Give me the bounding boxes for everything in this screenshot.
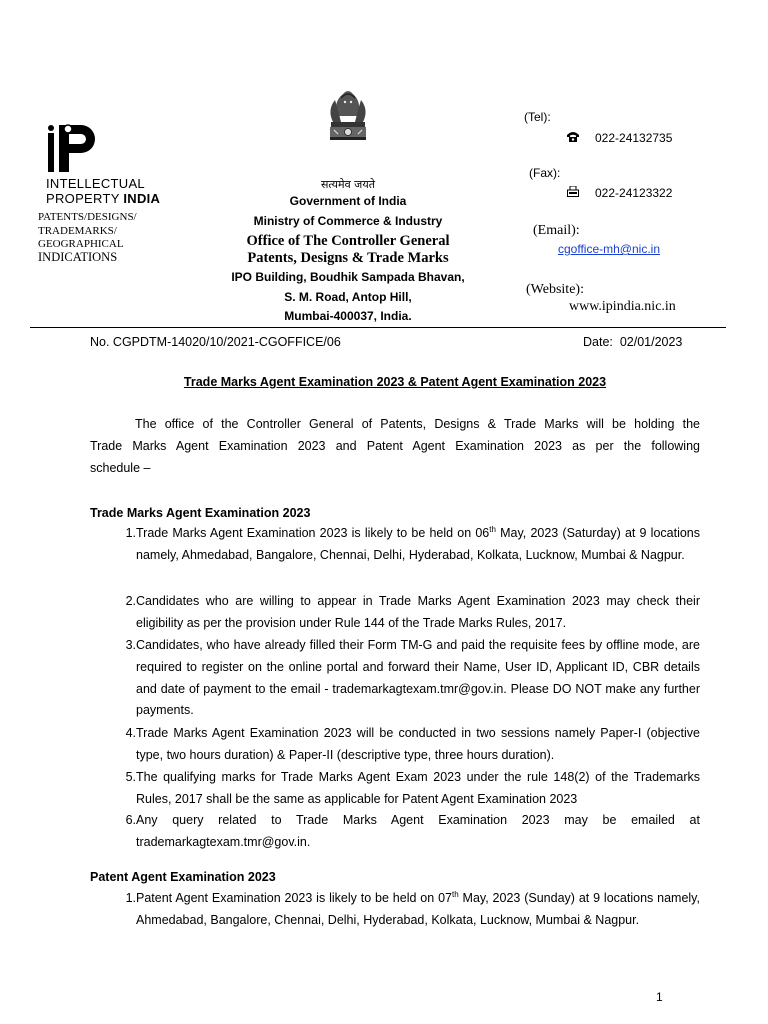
tm-list-item-3: [90, 635, 700, 722]
tm-section-heading: Trade Marks Agent Examination 2023: [90, 506, 311, 520]
list-item-number: 3.: [125, 638, 136, 652]
fax-number: 022-24123322: [595, 186, 673, 200]
list-item-text: Candidates, who have already filled their Form TM-G and paid the requisite fees by offline mode, are required to register on the online portal and forward their Name, User ID, Applicant ID, CBR details and date of payment to the email - trademarkagtexam.tmr@gov.in. Please DO NOT make any further payments.: [136, 638, 700, 718]
header-ministry: Ministry of Commerce & Industry: [253, 214, 443, 228]
logo-sub-patents-designs: PATENTS/DESIGNS/: [38, 211, 137, 223]
list-item-number: 2.: [125, 594, 136, 608]
logo-sub-trademarks: TRADEMARKS/: [38, 225, 117, 237]
list-item-text: Patent Agent Examination 2023 is likely to be held on 07th May, 2023 (Sunday) at 9 locations namely, Ahmedabad, Bangalore, Chennai, Delhi, Hyderabad, Kolkata, Lucknow, Mumbai & Nagpur.: [136, 889, 700, 927]
list-item-text: Any query related to Trade Marks Agent Examination 2023 may be emailed at trademarkagtexam.tmr@gov.in.: [136, 813, 700, 849]
national-emblem-icon: [325, 86, 371, 174]
pa-section-heading: Patent Agent Examination 2023: [90, 870, 276, 884]
website-label: (Website):: [526, 282, 584, 297]
ip-india-logo-icon: [46, 124, 106, 172]
header-office-title: Office of The Controller General: [246, 233, 450, 249]
logo-sub-geographical: GEOGRAPHICAL: [38, 238, 124, 250]
list-item-number: 1.: [125, 526, 136, 540]
header-office-subtitle: Patents, Designs & Trade Marks: [247, 250, 449, 266]
list-item-text: Trade Marks Agent Examination 2023 is likely to be held on 06th May, 2023 (Saturday) at 9 locations namely, Ahmedabad, Bangalore, Chennai, Delhi, Hyderabad, Kolkata, Lucknow, Mumbai & Nagpur.: [136, 524, 701, 562]
logo-line-intellectual: INTELLECTUAL: [46, 176, 145, 191]
intro-paragraph: [90, 414, 700, 479]
tm-list-item-1: [90, 523, 700, 567]
header-divider: [30, 327, 726, 328]
list-item-text: The qualifying marks for Trade Marks Agent Exam 2023 under the rule 148(2) of the Trademarks Rules, 2017 shall be the same as applicable for Patent Agent Examination 2023: [136, 770, 700, 806]
tm-list-item-4: [90, 723, 700, 767]
fax-label: (Fax):: [529, 166, 561, 180]
header-address-line2: S. M. Road, Antop Hill,: [284, 290, 412, 304]
header-government: Government of India: [289, 194, 407, 208]
intro-line-2: Trade Marks Agent Examination 2023 and Patent Agent Examination 2023 as per the following: [90, 438, 700, 453]
header-address-line3: Mumbai-400037, India.: [284, 309, 412, 323]
list-item-text: Candidates who are willing to appear in Trade Marks Agent Examination 2023 may check their eligibility as per the provision under Rule 144 of the Trade Marks Rules, 2017.: [136, 594, 700, 630]
page-number: 1: [656, 990, 663, 1004]
tel-label: (Tel):: [524, 110, 551, 124]
email-label: (Email):: [533, 223, 580, 238]
header-address-line1: IPO Building, Boudhik Sampada Bhavan,: [231, 270, 465, 284]
fax-icon: [567, 186, 579, 197]
list-item-text: Trade Marks Agent Examination 2023 will be conducted in two sessions namely Paper-I (objective type, two hours duration) & Paper-II (descriptive type, three hours duration).: [136, 726, 700, 762]
list-item-number: 4.: [125, 726, 136, 740]
list-item-number: 1.: [125, 891, 136, 905]
logo-line-property-india: PROPERTY INDIA: [46, 191, 161, 206]
reference-number: No. CGPDTM-14020/10/2021-CGOFFICE/06: [90, 335, 341, 349]
tm-list-item-6: [90, 810, 700, 854]
pa-list-item-1: [90, 888, 700, 932]
website-url[interactable]: www.ipindia.nic.in: [569, 299, 676, 314]
intro-line-1: The office of the Controller General of Patents, Designs & Trade Marks will be holding the: [135, 417, 700, 431]
intro-line-3: schedule –: [90, 460, 151, 475]
document-title: Trade Marks Agent Examination 2023 & Patent Agent Examination 2023: [183, 375, 607, 389]
email-link[interactable]: cgoffice-mh@nic.in: [558, 242, 660, 256]
tm-list-item-5: [90, 767, 700, 811]
tel-number: 022-24132735: [595, 131, 673, 145]
list-item-number: 5.: [125, 770, 136, 784]
document-date: Date: 02/01/2023: [583, 335, 683, 349]
list-item-number: 6.: [125, 813, 136, 827]
tm-list-item-2: [90, 591, 700, 635]
emblem-motto: सत्यमेव जयते: [320, 178, 375, 191]
telephone-icon: [567, 131, 579, 142]
logo-sub-indications: INDICATIONS: [38, 250, 118, 264]
